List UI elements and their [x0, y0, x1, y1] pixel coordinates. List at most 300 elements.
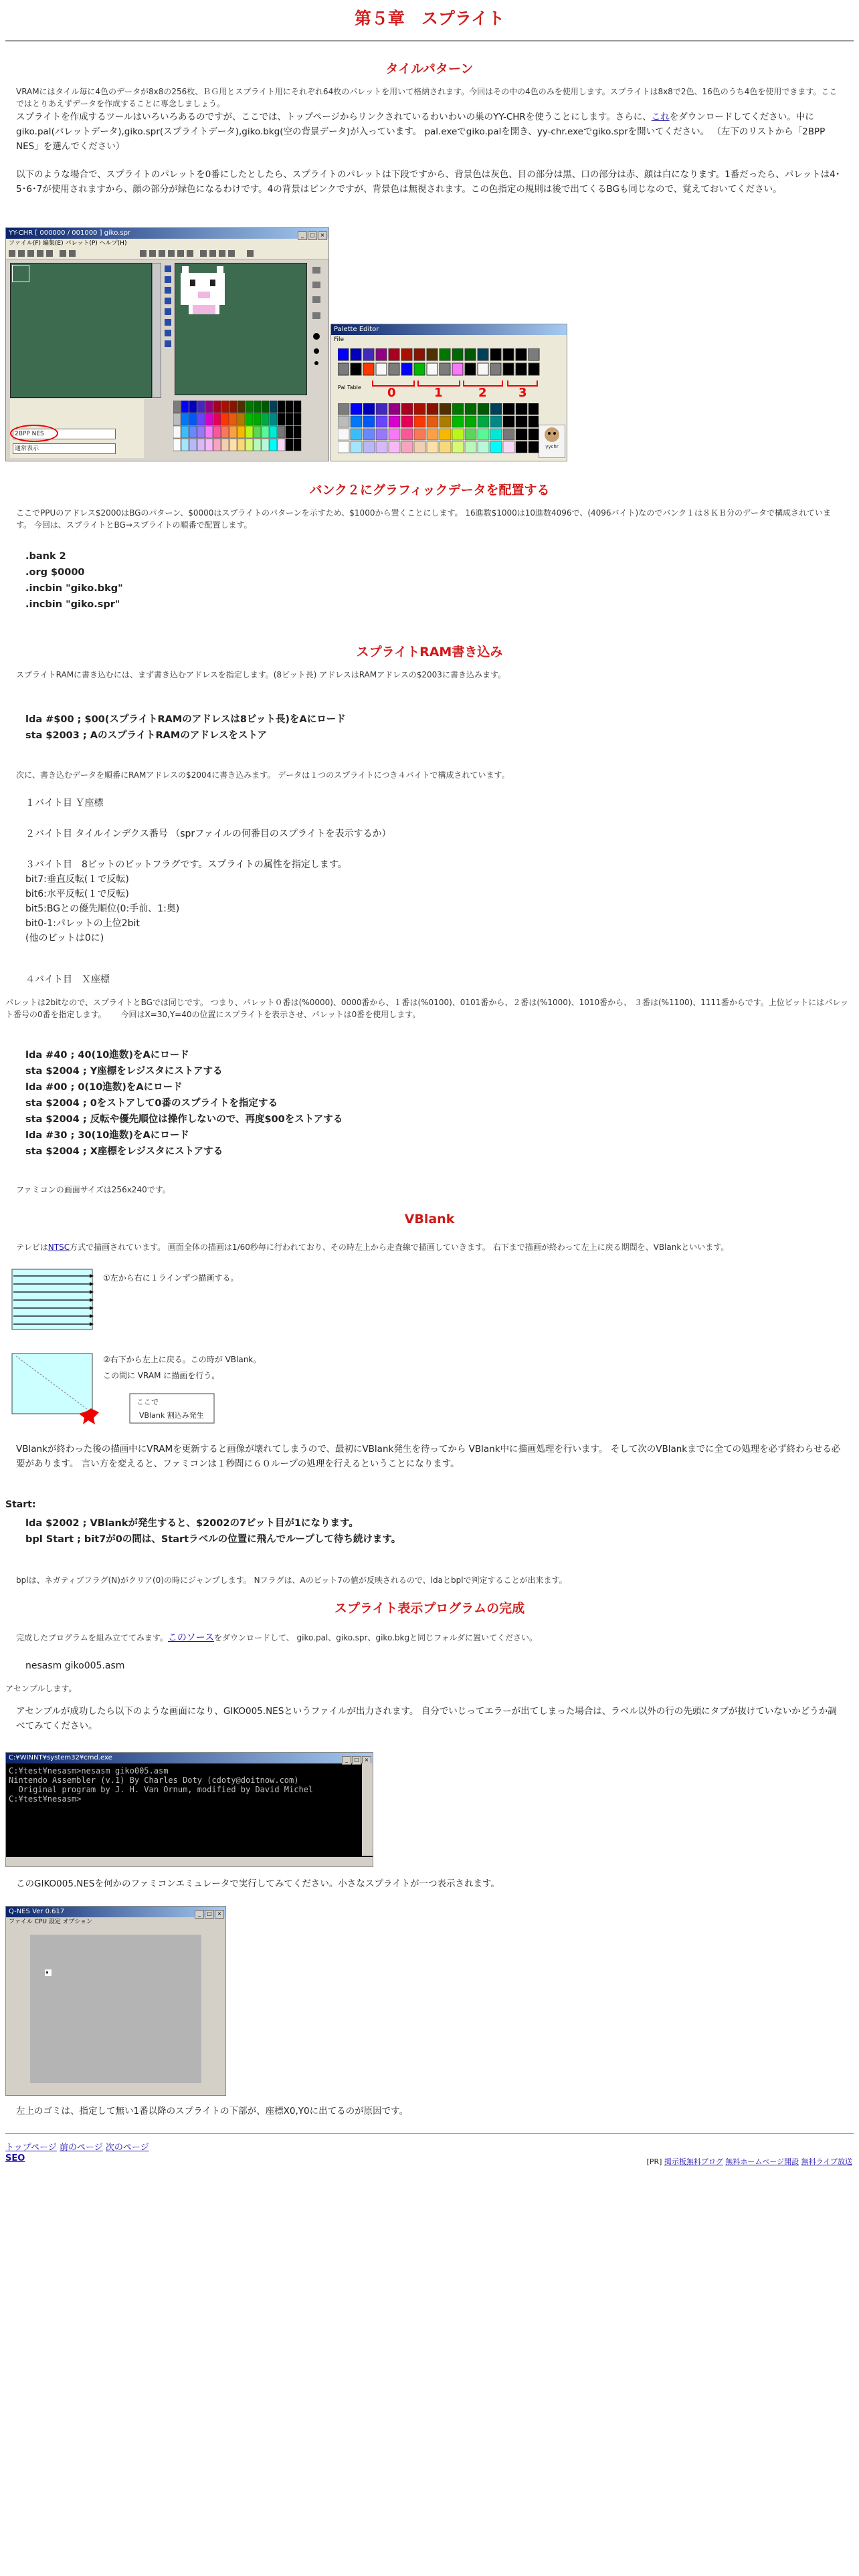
code-line: lda #40 ; 40(10進数)をAにロード — [25, 1050, 189, 1061]
code-line: sta $2004 ; X座標をレジスタにストアする — [25, 1146, 223, 1157]
pal-table-swatch[interactable] — [401, 363, 412, 375]
color-swatch[interactable] — [465, 441, 476, 453]
color-swatch[interactable] — [181, 401, 189, 413]
sprram-code-1 — [25, 712, 346, 744]
pal-table-swatch[interactable] — [414, 348, 425, 360]
color-swatch[interactable] — [490, 416, 502, 427]
pal-table-swatch[interactable] — [465, 363, 476, 375]
complete-paragraph-2: アセンブルします。 — [5, 1684, 77, 1693]
color-swatch[interactable] — [452, 416, 464, 427]
color-swatch[interactable] — [254, 426, 261, 438]
color-swatch[interactable] — [246, 413, 253, 425]
screen-size-note: ファミコンの画面サイズは256x240です。 — [16, 1185, 171, 1194]
color-swatch[interactable] — [401, 403, 413, 415]
tile-paragraph-2 — [16, 110, 843, 154]
logo-text: yychr — [545, 444, 559, 449]
color-swatch[interactable] — [478, 416, 489, 427]
nes-color-grid[interactable] — [338, 403, 539, 457]
pal-table-swatch[interactable] — [376, 363, 387, 375]
color-swatch[interactable] — [427, 403, 438, 415]
color-swatch[interactable] — [278, 401, 285, 413]
complete-paragraph-3: アセンブルが成功したら以下のような画面になり、GIKO005.NESというファイルが出力されます。 自分でいじってエラーが出てしまった場合は、ラベル以外の行の先頭にタブが抜けていないかどうか調べてみてください。 — [16, 1706, 837, 1731]
color-swatch[interactable] — [270, 426, 277, 438]
color-swatch[interactable] — [189, 401, 197, 413]
color-swatch[interactable] — [490, 429, 502, 440]
pal-table-swatch[interactable] — [427, 363, 438, 375]
window-title: Q-NES Ver 0.617 — [6, 1907, 225, 1917]
code-line: lda $2002 ; VBlankが発生すると、$2002の7ビット目が1になります。 — [25, 1518, 359, 1529]
color-swatch[interactable] — [286, 426, 293, 438]
console-line: C:¥test¥nesasm>nesasm giko005.asm — [9, 1766, 169, 1776]
color-swatch[interactable] — [516, 441, 527, 453]
color-swatch[interactable] — [427, 429, 438, 440]
text: 方式で描画されています。 画面全体の描画は1/60秒毎に行われており、その時左上から走査線で描画していきます。 右下まで描画が終わって左上に戻る期間を、VBlankといいます。 — [70, 1243, 729, 1252]
code-line: bpl Start ; bit7が0の間は、Startラベルの位置に飛んでループして待ち続けます。 — [25, 1534, 401, 1545]
color-swatch[interactable] — [338, 403, 349, 415]
footer-divider — [5, 2133, 854, 2134]
bank-paragraph: ここでPPUのアドレス$2000はBGのパターン、$0000はスプライトのパターンを示すため、$1000から置くことにします。 16進数$1000は10進数4096で、(4096バイト)なのでバンク１は８ＫＢ分のデータで構成されています。 今回は、スプライトとBG→スプライトの順番で配置します。 — [16, 508, 831, 530]
color-swatch[interactable] — [246, 426, 253, 438]
color-swatch[interactable] — [465, 429, 476, 440]
mark-3: 3 — [518, 386, 527, 400]
close-icon[interactable]: × — [362, 1756, 371, 1765]
color-swatch[interactable] — [173, 401, 181, 413]
color-swatch[interactable] — [189, 426, 197, 438]
tool-icons — [164, 263, 172, 397]
color-swatch[interactable] — [262, 401, 269, 413]
color-swatch[interactable] — [452, 403, 464, 415]
color-swatch[interactable] — [503, 429, 514, 440]
pal-table-swatch[interactable] — [478, 348, 488, 360]
color-swatch[interactable] — [414, 403, 425, 415]
code-line: sta $2004 ; 反転や優先順位は操作しないので、再度$00をストアする — [25, 1114, 343, 1125]
seo-link-wrap — [5, 2153, 25, 2163]
pattern-select[interactable]: 通常表示 — [13, 443, 116, 454]
color-swatch[interactable] — [270, 401, 277, 413]
emulator-screen — [30, 1935, 201, 2083]
byte-3 — [25, 857, 347, 946]
color-swatch[interactable] — [246, 439, 253, 451]
toolbar — [6, 248, 328, 259]
tile-paragraph-1: VRAMにはタイル毎に4色のデータが8x8の256枚、ＢＧ用とスプライト用にそれぞれ64枚のパレットを用いて格納されます。今回はその中の4色のみを使用します。スプライトは8x8で2色、16色のうち4色を使用できます。ここではとりあえずデータを作成することに専念しましょう。 — [16, 87, 838, 108]
seo-link[interactable]: SEO — [5, 2153, 25, 2163]
color-swatch[interactable] — [262, 426, 269, 438]
color-swatch[interactable] — [529, 416, 539, 427]
color-swatch[interactable] — [197, 401, 205, 413]
edit-canvas[interactable] — [175, 263, 307, 395]
logo-face-icon — [542, 425, 562, 443]
tile-grid-panel[interactable] — [10, 263, 152, 398]
mark-1: 1 — [434, 386, 443, 400]
color-swatch[interactable] — [221, 439, 229, 451]
color-swatch[interactable] — [270, 439, 277, 451]
start-label: Start: — [5, 1499, 36, 1510]
pal-table-swatch[interactable] — [440, 348, 450, 360]
color-swatch[interactable] — [294, 413, 301, 425]
color-swatch[interactable] — [389, 429, 400, 440]
minimize-icon[interactable]: _ — [195, 1910, 204, 1919]
divider — [5, 40, 854, 41]
section-sprram-heading: スプライトRAM書き込み — [356, 645, 503, 659]
color-swatch[interactable] — [363, 429, 375, 440]
sprram-paragraph-1: スプライトRAMに書き込むには、まず書き込むアドレスを指定します。(8ビット長) アドレスはRAMアドレスの$2003に書き込みます。 — [16, 670, 506, 679]
red-annotation-marks — [371, 378, 539, 399]
color-swatch[interactable] — [237, 439, 245, 451]
diagram-caption-3b: VBlank 割込み発生 — [139, 1411, 204, 1420]
pal-table-swatch[interactable] — [338, 363, 349, 375]
window-controls — [194, 1908, 224, 1919]
code-line: lda #$00 ; $00(スプライトRAMのアドレスは8ビット長)をAにロード — [25, 714, 346, 725]
byte-3-line: ３バイト目 8ビットのビットフラグです。スプライトの属性を指定します。 — [25, 859, 347, 870]
tile-paragraph-3: 以下のような場合で、スプライトのパレットを0番にしたとしたら、スプライトのパレットは下段ですから、背景色は灰色、目の部分は黒、口の部分は赤、顔は白になります。1番だったら、パレットは4･5･6･7が使用されますから、顔の部分が緑色になるわけです。4の背景はピンクですが、背景色は無視されます。この色指定の規則は後で出てくるBGも同じなので、覚えておいてください。 — [16, 169, 840, 195]
diagram-caption-2a: ②右下から左上に戻る。この時が VBlank。 — [103, 1355, 262, 1364]
color-swatch[interactable] — [205, 413, 213, 425]
color-swatch[interactable] — [173, 439, 181, 451]
code-line: lda #00 ; 0(10進数)をAにロード — [25, 1082, 183, 1093]
pal-table-swatch[interactable] — [363, 348, 374, 360]
color-swatch[interactable] — [414, 429, 425, 440]
text: テレビは — [16, 1243, 48, 1252]
color-swatch[interactable] — [221, 401, 229, 413]
pal-table-swatch[interactable] — [490, 363, 501, 375]
color-swatch[interactable] — [270, 413, 277, 425]
diagram-caption-3a: ここで — [136, 1398, 159, 1406]
color-swatch[interactable] — [229, 439, 237, 451]
color-swatch[interactable] — [516, 403, 527, 415]
color-swatch[interactable] — [440, 416, 451, 427]
color-swatch[interactable] — [237, 401, 245, 413]
pal-table-swatch[interactable] — [529, 363, 539, 375]
window-title: YY-CHR [ 000000 / 001000 ] giko.spr — [6, 228, 328, 239]
top-page-link[interactable]: トップページ — [5, 2143, 57, 2153]
vblank-paragraph-1 — [16, 1241, 843, 1253]
palette-grid[interactable] — [173, 401, 307, 455]
selection-cursor — [12, 265, 29, 282]
giko-sprite-preview — [175, 263, 306, 395]
color-swatch[interactable] — [229, 413, 237, 425]
color-swatch[interactable] — [414, 416, 425, 427]
color-swatch[interactable] — [516, 416, 527, 427]
color-swatch[interactable] — [181, 413, 189, 425]
color-swatch[interactable] — [173, 426, 181, 438]
color-swatch[interactable] — [503, 403, 514, 415]
color-swatch[interactable] — [254, 439, 261, 451]
color-swatch[interactable] — [490, 441, 502, 453]
color-swatch[interactable] — [229, 426, 237, 438]
code-line: .incbin "giko.spr" — [25, 599, 120, 610]
color-swatch[interactable] — [478, 429, 489, 440]
section-tile-heading: タイルパターン — [385, 62, 474, 76]
menubar: ファイル CPU 設定 オプション — [6, 1917, 225, 1927]
complete-paragraph-4: このGIKO005.NESを何かのファミコンエミュレータで実行してみてください。小さなスプライトが一つ表示されます。 — [16, 1879, 500, 1889]
color-swatch[interactable] — [189, 439, 197, 451]
color-swatch[interactable] — [173, 413, 181, 425]
window-title: Palette Editor — [331, 324, 567, 335]
color-swatch[interactable] — [351, 429, 362, 440]
color-swatch[interactable] — [213, 426, 221, 438]
byte-3-line: bit7:垂直反転(１で反転) — [25, 874, 129, 885]
color-swatch[interactable] — [286, 401, 293, 413]
color-swatch[interactable] — [401, 429, 413, 440]
color-swatch[interactable] — [213, 413, 221, 425]
bank-code — [25, 548, 123, 613]
color-swatch[interactable] — [205, 426, 213, 438]
footer-ads — [647, 2156, 852, 2167]
color-swatch[interactable] — [389, 441, 400, 453]
code-line: .bank 2 — [25, 551, 66, 562]
pal-table-label: Pal Table — [338, 385, 361, 391]
pal-table-swatch[interactable] — [503, 348, 514, 360]
next-page-link[interactable]: 次のページ — [105, 2143, 149, 2153]
ntsc-link[interactable]: NTSC — [47, 1243, 70, 1252]
menubar: ファイル(F) 編集(E) パレット(P) ヘルプ(H) — [6, 239, 328, 248]
color-swatch[interactable] — [294, 401, 301, 413]
color-swatch[interactable] — [427, 416, 438, 427]
text: スプライトを作成するツールはいろいろあるのですが、ここでは、トップページからリンクされているわいわいの巣のYY-CHRを使うことにします。さらに、 — [16, 112, 652, 122]
download-link[interactable]: これ — [651, 112, 670, 122]
prev-page-link[interactable]: 前のページ — [59, 2143, 103, 2153]
ad-link-2[interactable]: 無料ホームページ開設 — [725, 2157, 799, 2166]
mark-0: 0 — [387, 386, 396, 400]
pal-table-swatch[interactable] — [414, 363, 425, 375]
color-swatch[interactable] — [440, 429, 451, 440]
pal-table-swatch[interactable] — [376, 348, 387, 360]
close-icon[interactable]: × — [318, 231, 327, 240]
palette-annotations — [371, 378, 539, 399]
diagram-caption-2b: この間に VRAM に描画を行う。 — [103, 1371, 220, 1380]
pal-table-swatch[interactable] — [351, 348, 361, 360]
color-swatch[interactable] — [294, 439, 301, 451]
pal-table[interactable] — [338, 348, 545, 381]
pal-table-swatch[interactable] — [389, 363, 399, 375]
pal-table-swatch[interactable] — [351, 363, 361, 375]
color-swatch[interactable] — [221, 426, 229, 438]
color-swatch[interactable] — [278, 439, 285, 451]
window-controls — [297, 229, 327, 240]
color-swatch[interactable] — [465, 416, 476, 427]
color-swatch[interactable] — [376, 416, 387, 427]
color-swatch[interactable] — [221, 413, 229, 425]
complete-paragraph-1 — [16, 1632, 843, 1644]
diagram-caption-1: ①左から右に１ラインずつ描画する。 — [103, 1273, 239, 1283]
color-swatch[interactable] — [286, 439, 293, 451]
scrollbar[interactable] — [152, 263, 161, 398]
sprram-code-2 — [25, 1047, 343, 1160]
tool-strip — [164, 263, 172, 397]
color-swatch[interactable] — [254, 413, 261, 425]
color-swatch[interactable] — [529, 441, 539, 453]
color-swatch[interactable] — [351, 403, 362, 415]
color-swatch[interactable] — [465, 403, 476, 415]
section-complete-heading: スプライト表示プログラムの完成 — [334, 1601, 525, 1616]
color-swatch[interactable] — [478, 403, 489, 415]
color-swatch[interactable] — [278, 426, 285, 438]
byte-3-line: (他のビットは0に) — [25, 933, 104, 944]
color-swatch[interactable] — [503, 416, 514, 427]
console-line: Nintendo Assembler (v.1) By Charles Doty (cdoty@doitnow.com) — [9, 1776, 299, 1785]
color-swatch[interactable] — [452, 429, 464, 440]
window-title: C:¥WINNT¥system32¥cmd.exe — [6, 1753, 373, 1763]
color-swatch[interactable] — [414, 441, 425, 453]
color-swatch[interactable] — [213, 439, 221, 451]
pal-table-swatch[interactable] — [338, 348, 349, 360]
pal-table-swatch[interactable] — [452, 363, 463, 375]
color-swatches — [173, 401, 307, 455]
format-select[interactable]: 2BPP NES — [13, 429, 116, 439]
color-swatch[interactable] — [237, 426, 245, 438]
color-swatch[interactable] — [181, 426, 189, 438]
color-swatch[interactable] — [401, 441, 413, 453]
pal-table-swatch[interactable] — [401, 348, 412, 360]
color-swatch[interactable] — [376, 441, 387, 453]
pal-table-swatch[interactable] — [452, 348, 463, 360]
byte-2: ２バイト目 タイルインデクス番号 （sprファイルの何番目のスプライトを表示するか） — [25, 829, 391, 839]
byte-3-line: bit0-1:パレットの上位2bit — [25, 918, 140, 929]
pal-table-swatch[interactable] — [516, 363, 527, 375]
console-output — [6, 1763, 373, 1852]
color-swatch[interactable] — [197, 439, 205, 451]
menubar: File — [331, 335, 567, 344]
pr-label: [PR] — [646, 2157, 662, 2166]
color-swatch[interactable] — [197, 426, 205, 438]
sprram-paragraph-3: パレットは2bitなので、スプライトとBGでは同じです。 つまり、パレット０番は(%0000)、0000番から、１番は(%0100)、0101番から、２番は(%1000)、1010番から、 ３番は(%1100)、1111番からです。上位ビットにはパレット番号の0番を指定します。 今回はX=30,Y=40の位置にスプライトを表示させ、パレットは0番を使用します。 — [5, 998, 849, 1019]
yychr-logo — [539, 425, 565, 458]
pal-table-swatch[interactable] — [516, 348, 527, 360]
pal-table-swatch[interactable] — [503, 363, 514, 375]
pal-table-swatch[interactable] — [427, 348, 438, 360]
ad-link-3[interactable]: 無料ライブ放送 — [801, 2157, 852, 2166]
byte-4: ４バイト目 Ｘ座標 — [25, 974, 110, 985]
color-swatch[interactable] — [351, 416, 362, 427]
color-swatch[interactable] — [213, 401, 221, 413]
pal-table-swatches — [338, 348, 545, 381]
vblank-paragraph-2: VBlankが終わった後の描画中にVRAMを更新すると画像が壊れてしまうので、最初にVBlank発生を待ってから VBlank中に描画処理を行います。 そして次のVBlankまでに全ての処理を必ず終わらせる必要があります。 言い方を変えると、ファミコンは１秒間に６０ループの処理を行えるということになります。 — [16, 1444, 841, 1469]
color-swatch[interactable] — [478, 441, 489, 453]
color-swatch[interactable] — [389, 416, 400, 427]
color-swatch[interactable] — [376, 403, 387, 415]
color-swatch[interactable] — [351, 441, 362, 453]
palette-editor-screenshot — [330, 324, 567, 461]
color-swatch[interactable] — [363, 403, 375, 415]
assemble-command: nesasm giko005.asm — [25, 1660, 125, 1671]
color-swatch[interactable] — [452, 441, 464, 453]
minimize-icon[interactable]: _ — [298, 231, 307, 240]
color-swatch[interactable] — [262, 413, 269, 425]
color-swatch[interactable] — [205, 401, 213, 413]
text: 完成したプログラムを組み立ててみます。 — [16, 1633, 168, 1642]
color-swatch[interactable] — [440, 441, 451, 453]
sprram-paragraph-2: 次に、書き込むデータを順番にRAMアドレスの$2004に書き込みます。 データは１つのスプライトにつき４バイトで構成されています。 — [16, 770, 510, 780]
footer-nav — [5, 2140, 149, 2153]
vblank-diagram — [9, 1267, 290, 1430]
color-swatch[interactable] — [205, 439, 213, 451]
color-swatch[interactable] — [229, 401, 237, 413]
color-swatch[interactable] — [286, 413, 293, 425]
toolbar-icons — [6, 248, 327, 259]
color-swatch[interactable] — [490, 403, 502, 415]
color-swatch[interactable] — [294, 426, 301, 438]
pal-table-swatch[interactable] — [478, 363, 488, 375]
horizontal-scrollbar[interactable] — [6, 1857, 373, 1866]
code-line: .org $0000 — [25, 567, 85, 578]
ad-link-1[interactable]: 掲示板無料ブログ — [664, 2157, 723, 2166]
maximize-icon[interactable]: □ — [352, 1756, 361, 1765]
maximize-icon[interactable]: □ — [205, 1910, 214, 1919]
color-swatch[interactable] — [278, 413, 285, 425]
code-line: sta $2004 ; Y座標をレジスタにストアする — [25, 1066, 223, 1077]
vertical-scrollbar[interactable] — [362, 1763, 373, 1856]
color-swatch[interactable] — [401, 416, 413, 427]
code-line: .incbin "giko.bkg" — [25, 583, 123, 594]
code-line: lda #30 ; 30(10進数)をAにロード — [25, 1130, 189, 1141]
text: をダウンロードしてください。中にgiko.pal(パレットデータ),giko.spr(スプライトデータ),giko.bkg(空の背景データ)が入っています。 pal.exeでgiko.palを開き、yy-chr.exeでgiko.sprを開いてください。 （左下のリストから「2BPP NES」を選んでください） — [16, 112, 826, 152]
right-tool-icons — [308, 263, 324, 394]
nes-color-swatches — [338, 403, 539, 457]
color-swatch[interactable] — [363, 416, 375, 427]
color-swatch[interactable] — [189, 413, 197, 425]
code-line: sta $2003 ; AのスプライトRAMのアドレスをストア — [25, 730, 267, 741]
color-swatch[interactable] — [503, 441, 514, 453]
vblank-paragraph-3: bplは、ネガティブフラグ(N)がクリア(0)の時にジャンプします。 Nフラグは、Aのビット7の値が反映されるので、ldaとbplで判定することが出来ます。 — [16, 1576, 567, 1585]
color-swatch[interactable] — [262, 439, 269, 451]
color-swatch[interactable] — [427, 441, 438, 453]
color-swatch[interactable] — [363, 441, 375, 453]
pal-table-swatch[interactable] — [440, 363, 450, 375]
mark-2: 2 — [478, 386, 487, 400]
pal-table-swatch[interactable] — [363, 363, 374, 375]
color-swatch[interactable] — [529, 403, 539, 415]
page-title: 第５章 スプライト — [354, 9, 505, 28]
color-swatch[interactable] — [338, 416, 349, 427]
byte-3-line: bit6:水平反転(１で反転) — [25, 889, 129, 899]
color-swatch[interactable] — [440, 403, 451, 415]
color-swatch[interactable] — [237, 413, 245, 425]
color-swatch[interactable] — [197, 413, 205, 425]
vblank-code — [25, 1515, 401, 1547]
format-highlight — [10, 425, 58, 442]
minimize-icon[interactable]: _ — [342, 1756, 351, 1765]
section-vblank-heading: VBlank — [404, 1212, 455, 1226]
console-line: C:¥test¥nesasm> — [9, 1794, 82, 1804]
pal-table-swatch[interactable] — [490, 348, 501, 360]
pal-table-swatch[interactable] — [529, 348, 539, 360]
cmd-window-screenshot — [5, 1752, 373, 1867]
emulator-screenshot — [5, 1906, 226, 2096]
color-swatch[interactable] — [181, 439, 189, 451]
source-link[interactable]: このソース — [167, 1632, 214, 1643]
color-swatch[interactable] — [376, 429, 387, 440]
close-icon[interactable]: × — [215, 1910, 224, 1919]
color-swatch[interactable] — [516, 429, 527, 440]
byte-1: １バイト目 Ｙ座標 — [25, 798, 104, 809]
pal-table-swatch[interactable] — [389, 348, 399, 360]
color-swatch[interactable] — [254, 401, 261, 413]
section-bank-heading: バンク２にグラフィックデータを配置する — [309, 483, 550, 498]
yychr-screenshot — [5, 227, 329, 461]
pal-table-swatch[interactable] — [465, 348, 476, 360]
color-swatch[interactable] — [338, 441, 349, 453]
text: をダウンロードして、 giko.pal、giko.spr、giko.bkgと同じフォルダに置いてください。 — [213, 1633, 537, 1642]
color-swatch[interactable] — [529, 429, 539, 440]
color-swatch[interactable] — [338, 429, 349, 440]
sprite-on-screen — [30, 1935, 201, 2083]
color-swatch[interactable] — [389, 403, 400, 415]
options-panel — [10, 399, 144, 458]
maximize-icon[interactable]: □ — [308, 231, 317, 240]
console-line: Original program by J. H. Van Ornum, modified by David Michel — [9, 1785, 314, 1794]
color-swatch[interactable] — [246, 401, 253, 413]
byte-3-line: bit5:BGとの優先順位(0:手前、1:奥) — [25, 903, 180, 914]
